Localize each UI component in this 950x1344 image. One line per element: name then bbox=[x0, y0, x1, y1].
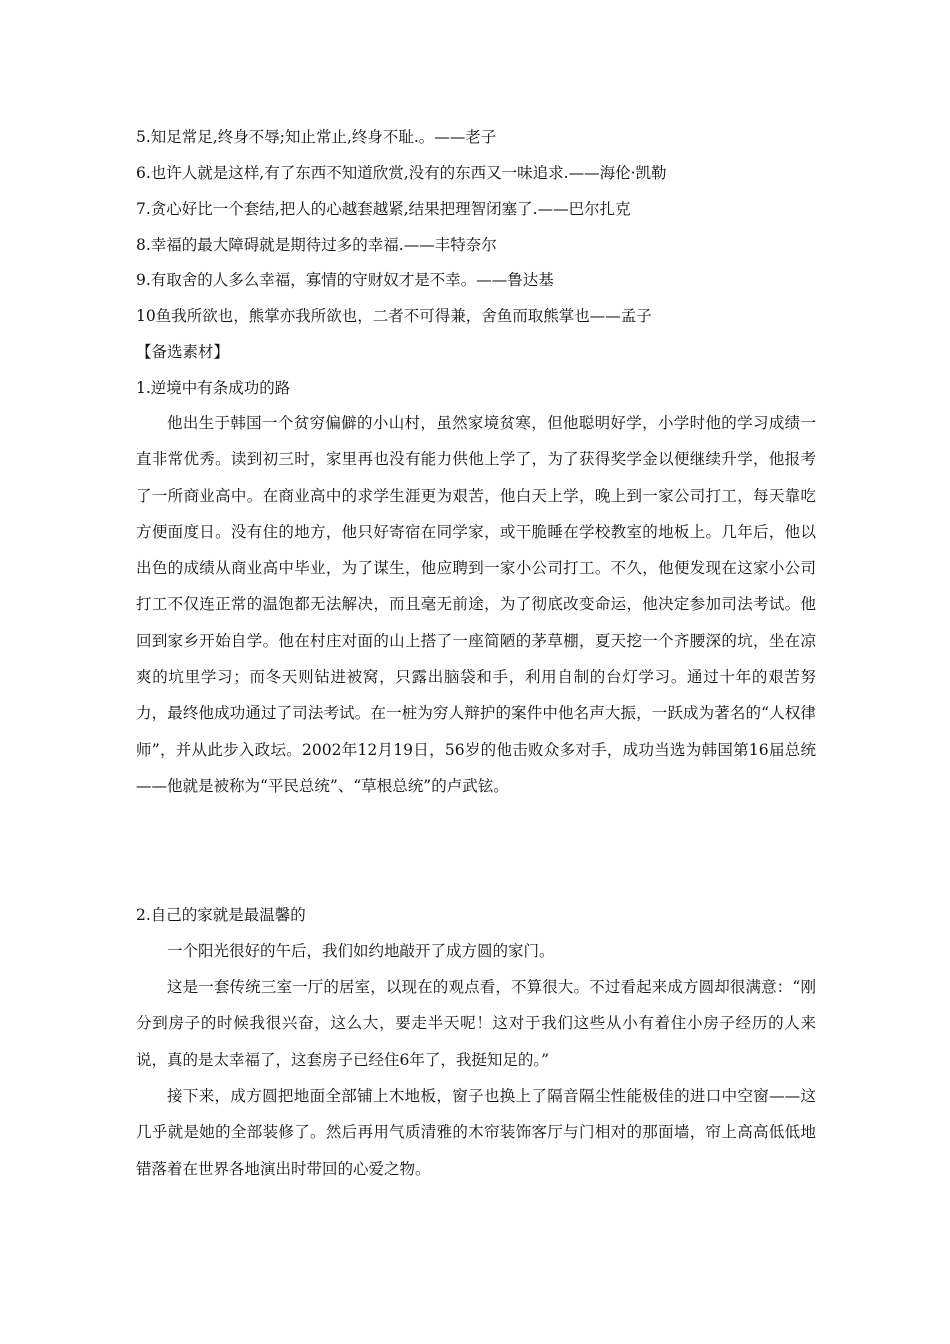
quote-line: 10鱼我所欲也，熊掌亦我所欲也，二者不可得兼，舍鱼而取熊掌也——孟子 bbox=[136, 307, 652, 325]
material-title: 2.自己的家就是最温馨的 bbox=[136, 906, 306, 924]
material-title: 1.逆境中有条成功的路 bbox=[136, 379, 291, 397]
section-heading: 【备选素材】 bbox=[136, 343, 230, 361]
material-paragraph: 一个阳光很好的午后，我们如约地敲开了成方圆的家门。 bbox=[167, 942, 555, 960]
material-paragraph: 接下来，成方圆把地面全部铺上木地板，窗子也换上了隔音隔尘性能极佳的进口中空窗——这几乎就是她的全部装修了。然后再用气质清雅的木帘装饰客厅与门相对的那面墙，帘上高高低低地错落着在世界各地演出时带回的心爱之物。 bbox=[136, 1087, 816, 1178]
quote-line: 7.贪心好比一个套结,把人的心越套越紧,结果把理智闭塞了.——巴尔扎克 bbox=[136, 200, 631, 218]
quote-line: 9.有取舍的人多么幸福，寡情的守财奴才是不幸。——鲁达基 bbox=[136, 271, 554, 289]
quote-line: 6.也许人就是这样,有了东西不知道欣赏,没有的东西又一味追求.——海伦·凯勒 bbox=[136, 164, 667, 182]
material-paragraph: 这是一套传统三室一厅的居室，以现在的观点看，不算很大。不过看起来成方圆却很满意：“刚分到房子的时候我很兴奋，这么大，要走半天呢！这对于我们这些从小有着住小房子经历的人来说，真的是太幸福了，这套房子已经住6年了，我挺知足的。” bbox=[136, 978, 816, 1069]
material-paragraph: 他出生于韩国一个贫穷偏僻的小山村，虽然家境贫寒，但他聪明好学，小学时他的学习成绩一直非常优秀。读到初三时，家里再也没有能力供他上学了，为了获得奖学金以便继续升学，他报考了一所商业高中。在商业高中的求学生涯更为艰苦，他白天上学，晚上到一家公司打工，每天靠吃方便面度日。没有住的地方，他只好寄宿在同学家，或干脆睡在学校教室的地板上。几年后，他以出色的成绩从商业高中毕业，为了谋生，他应聘到一家小公司打工。不久，他便发现在这家小公司打工不仅连正常的温饱都无法解决，而且毫无前途，为了彻底改变命运，他决定参加司法考试。他回到家乡开始自学。他在村庄对面的山上搭了一座简陋的茅草棚，夏天挖一个齐腰深的坑，坐在凉爽的坑里学习；而冬天则钻进被窝，只露出脑袋和手，利用自制的台灯学习。通过十年的艰苦努力，最终他成功通过了司法考试。在一桩为穷人辩护的案件中他名声大振，一跃成为著名的“人权律师”，并从此步入政坛。2002年12月19日，56岁的他击败众多对手，成功当选为韩国第16届总统——他就是被称为“平民总统”、“草根总统”的卢武铉。 bbox=[136, 414, 816, 795]
quote-line: 5.知足常足,终身不辱;知止常止,终身不耻.。——老子 bbox=[136, 128, 497, 146]
quote-line: 8.幸福的最大障碍就是期待过多的幸福.——丰特奈尔 bbox=[136, 236, 497, 254]
